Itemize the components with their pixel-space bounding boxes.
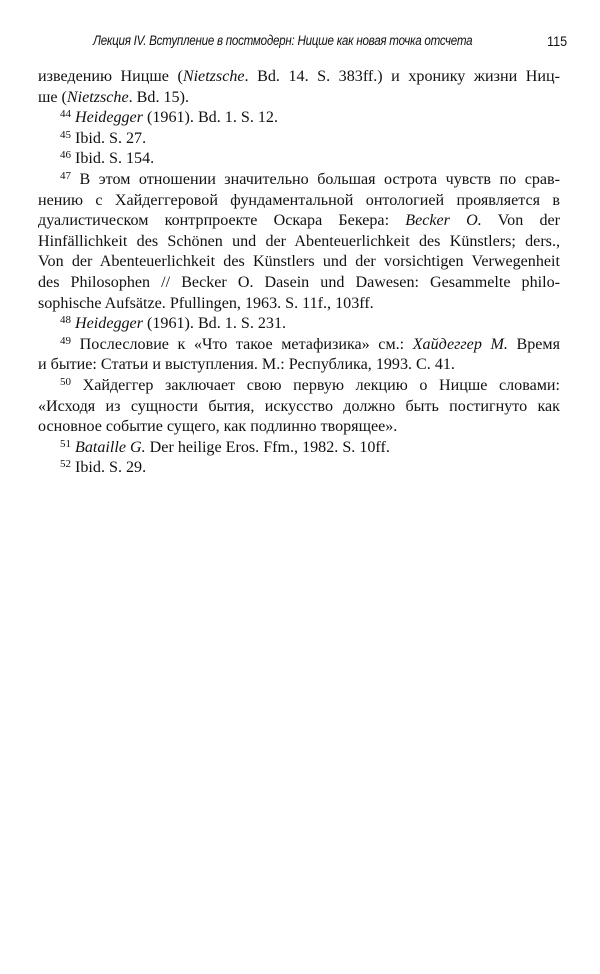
footnote-43-continuation [38,67,560,108]
footnote-number: 48 [60,314,71,327]
text-run: Время [507,335,560,353]
text-line: и бытие: Статьи и выступления. М.: Республика, 1993. С. 41. [38,356,455,374]
text-line: des Philosophen // Becker O. Dasein und Dawesen: Gesammelte philo- [38,273,560,291]
footnote-number: 49 [60,334,71,347]
footnote-46 [38,149,560,170]
footnote-number: 52 [60,458,71,471]
footnote-48 [38,314,560,335]
text-line: основное событие сущего, как подлинно творящее». [38,418,398,436]
text-run: изведению Ницше ( [38,68,183,85]
text-run: В этом отношении значительно большая острота чувств по срав- [71,170,560,188]
author-name: Heidegger [75,109,143,127]
footnote-number: 51 [60,437,71,450]
footnote-45 [38,129,560,150]
footnote-number: 44 [60,108,71,121]
text-line: Hinfällichkeit des Schönen und der Abenteuerlichkeit des Künstlers; ders., [38,232,560,250]
footnote-text: (1961). Bd. 1. S. 12. [142,109,278,127]
author-name: Bataille G. [75,438,146,456]
text-line [38,88,560,109]
text-run: . Bd. 14. S. 383ff.) и хронику жизни Ниц- [244,68,560,85]
text-run: . Bd. 15). [128,88,189,106]
text-line: sophische Aufsätze. Pfullingen, 1963. S. 11f., 103ff. [38,294,374,312]
footnote-number: 45 [60,128,71,141]
footnote-text: Ibid. S. 27. [71,129,147,147]
footnote-49 [38,335,560,376]
author-name: Хайдеггер М. [412,335,508,353]
text-line: Von der Abenteuerlichkeit des Künstlers und der vorsichtigen Verwegenheit [38,253,560,271]
text-run: Послесловие к «Что такое метафизика» см.: [71,335,413,353]
text-run: Von der [481,212,560,230]
italic-run: Nietzsche [182,68,245,85]
author-name: Becker O. [405,212,482,230]
page-number: 115 [547,33,568,49]
footnote-number: 50 [60,375,71,388]
text-line [38,67,560,88]
footnote-number: 46 [60,149,71,162]
footnotes-body [38,67,560,479]
author-name: Heidegger [75,315,143,333]
footnote-47 [38,170,560,314]
footnote-text: (1961). Bd. 1. S. 231. [142,315,287,333]
italic-run: Nietzsche [66,88,129,106]
footnote-44 [38,108,560,129]
text-line: нению с Хайдеггеровой фундаментальной онтологией проявляется в [38,191,560,209]
footnote-50 [38,376,560,438]
running-header [93,33,503,53]
text-line [38,376,560,397]
footnote-number: 47 [60,169,71,182]
footnote-52 [38,458,560,479]
running-title: Лекция IV. Вступление в постмодерн: Ницше как новая точка отсчета [93,33,473,48]
text-run: ше ( [38,88,67,106]
footnote-text: Ibid. S. 154. [71,150,155,168]
footnote-51 [38,438,560,459]
footnote-text: Ibid. S. 29. [71,459,147,477]
text-line: «Исходя из сущности бытия, искусство должно быть постигнуто как [38,397,560,415]
footnote-text: Der heilige Eros. Ffm., 1982. S. 10ff. [145,438,390,456]
text-run: дуалистическом контрпроекте Оскара Бекера: [38,212,406,230]
text-line [38,211,560,232]
text-run: Хайдеггер заключает свою первую лекцию о Ницше словами: [71,376,560,394]
text-line [38,335,560,356]
text-line [38,170,560,191]
